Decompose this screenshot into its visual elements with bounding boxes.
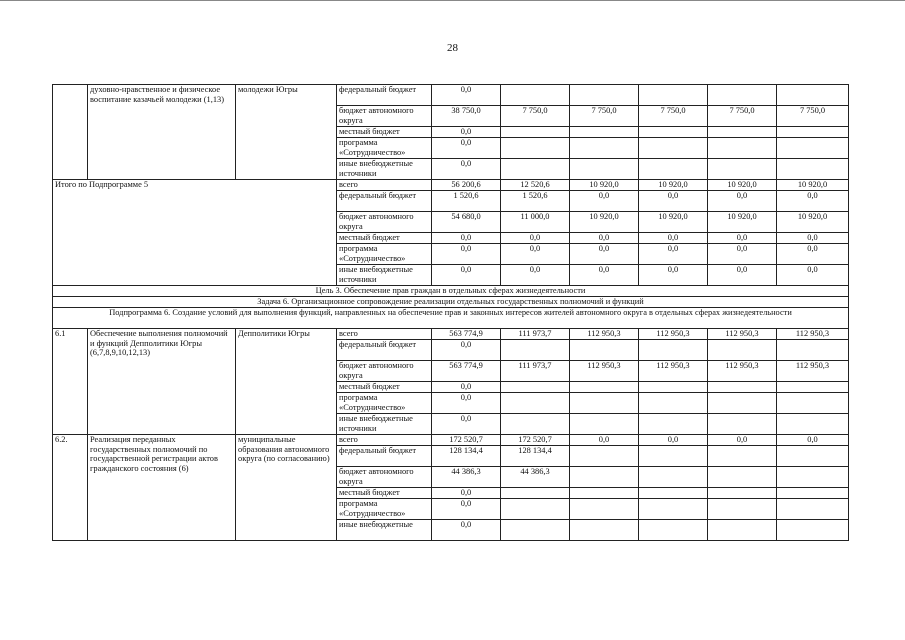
funding-source: иные внебюджетные источники — [337, 414, 432, 435]
value-cell — [708, 488, 777, 499]
value-cell: 111 973,7 — [501, 361, 570, 382]
item-number: 6.2. — [53, 435, 88, 541]
value-cell — [639, 414, 708, 435]
funding-source: иные внебюджетные источники — [337, 159, 432, 180]
value-cell: 0,0 — [639, 435, 708, 446]
value-cell: 0,0 — [708, 265, 777, 286]
value-cell: 112 950,3 — [639, 329, 708, 340]
value-cell — [777, 159, 849, 180]
funding-source: бюджет автономного округа — [337, 106, 432, 127]
table-body — [53, 85, 849, 541]
value-cell — [570, 499, 639, 520]
value-cell: 44 386,3 — [432, 467, 501, 488]
funding-source: местный бюджет — [337, 488, 432, 499]
value-cell: 38 750,0 — [432, 106, 501, 127]
value-cell: 0,0 — [639, 244, 708, 265]
subtotal-label: Итого по Подпрограмме 5 — [53, 180, 337, 286]
value-cell — [501, 85, 570, 106]
value-cell — [639, 488, 708, 499]
scan-edge — [0, 0, 905, 7]
value-cell — [639, 85, 708, 106]
value-cell: 0,0 — [432, 499, 501, 520]
value-cell: 0,0 — [777, 244, 849, 265]
value-cell — [501, 138, 570, 159]
value-cell — [777, 340, 849, 361]
value-cell — [639, 446, 708, 467]
value-cell: 0,0 — [432, 340, 501, 361]
value-cell: 0,0 — [432, 265, 501, 286]
value-cell: 0,0 — [432, 159, 501, 180]
value-cell: 0,0 — [570, 265, 639, 286]
value-cell: 0,0 — [708, 244, 777, 265]
value-cell — [501, 414, 570, 435]
subprogram-heading: Подпрограмма 6. Создание условий для выполнения функций, направленных на обеспечение прав и законных интересов жителей автономного округа в отдельных сферах жизнедеятельности — [53, 308, 849, 329]
value-cell — [501, 159, 570, 180]
value-cell: 0,0 — [432, 233, 501, 244]
value-cell: 11 000,0 — [501, 212, 570, 233]
task-heading: Задача 6. Организационное сопровождение реализации отдельных государственных полномочий и функций — [53, 297, 849, 308]
value-cell — [639, 520, 708, 541]
value-cell: 563 774,9 — [432, 329, 501, 340]
value-cell — [570, 488, 639, 499]
funding-source: федеральный бюджет — [337, 340, 432, 361]
value-cell: 172 520,7 — [432, 435, 501, 446]
value-cell — [570, 159, 639, 180]
value-cell — [570, 520, 639, 541]
value-cell: 0,0 — [432, 414, 501, 435]
value-cell — [777, 446, 849, 467]
value-cell: 7 750,0 — [708, 106, 777, 127]
item-name: духовно-нравственное и физическое воспитание казачьей молодежи (1,13) — [88, 85, 236, 180]
value-cell: 10 920,0 — [708, 180, 777, 191]
value-cell: 10 920,0 — [639, 212, 708, 233]
value-cell: 10 920,0 — [570, 180, 639, 191]
value-cell: 0,0 — [432, 138, 501, 159]
table-row — [53, 180, 849, 191]
value-cell: 0,0 — [432, 244, 501, 265]
value-cell — [501, 393, 570, 414]
value-cell: 0,0 — [639, 233, 708, 244]
value-cell — [501, 127, 570, 138]
value-cell: 0,0 — [432, 393, 501, 414]
value-cell: 0,0 — [777, 233, 849, 244]
item-name: Обеспечение выполнения полномочий и функций Депполитики Югры (6,7,8,9,10,12,13) — [88, 329, 236, 435]
funding-source: местный бюджет — [337, 233, 432, 244]
value-cell — [639, 138, 708, 159]
value-cell — [501, 499, 570, 520]
value-cell: 0,0 — [777, 435, 849, 446]
value-cell — [777, 467, 849, 488]
item-number: 6.1 — [53, 329, 88, 435]
value-cell — [708, 127, 777, 138]
value-cell — [777, 414, 849, 435]
value-cell: 111 973,7 — [501, 329, 570, 340]
value-cell — [639, 499, 708, 520]
value-cell: 10 920,0 — [777, 212, 849, 233]
funding-source: федеральный бюджет — [337, 446, 432, 467]
item-executor: Депполитики Югры — [236, 329, 337, 435]
value-cell: 0,0 — [639, 191, 708, 212]
value-cell: 0,0 — [570, 435, 639, 446]
value-cell — [708, 393, 777, 414]
value-cell — [570, 393, 639, 414]
value-cell: 12 520,6 — [501, 180, 570, 191]
funding-source: программа «Сотрудничество» — [337, 393, 432, 414]
value-cell — [708, 446, 777, 467]
value-cell: 0,0 — [432, 382, 501, 393]
value-cell: 0,0 — [708, 435, 777, 446]
value-cell: 7 750,0 — [639, 106, 708, 127]
value-cell — [639, 127, 708, 138]
value-cell: 563 774,9 — [432, 361, 501, 382]
budget-table — [52, 84, 849, 541]
value-cell: 0,0 — [570, 233, 639, 244]
value-cell: 0,0 — [639, 265, 708, 286]
value-cell: 112 950,3 — [639, 361, 708, 382]
item-number — [53, 85, 88, 180]
funding-source: бюджет автономного округа — [337, 212, 432, 233]
value-cell — [708, 499, 777, 520]
goal-heading: Цель 3. Обеспечение прав граждан в отдельных сферах жизнедеятельности — [53, 286, 849, 297]
table-row — [53, 329, 849, 340]
funding-source: программа «Сотрудничество» — [337, 499, 432, 520]
item-name: Реализация переданных государственных полномочий по государственной регистрации актов гражданского состояния (6) — [88, 435, 236, 541]
value-cell: 10 920,0 — [777, 180, 849, 191]
funding-source: программа «Сотрудничество» — [337, 244, 432, 265]
value-cell: 112 950,3 — [708, 361, 777, 382]
value-cell — [501, 382, 570, 393]
value-cell: 0,0 — [777, 191, 849, 212]
value-cell — [777, 127, 849, 138]
funding-source: иные внебюджетные источники — [337, 265, 432, 286]
funding-source: всего — [337, 180, 432, 191]
value-cell — [639, 159, 708, 180]
value-cell — [777, 499, 849, 520]
funding-source: местный бюджет — [337, 382, 432, 393]
value-cell — [570, 446, 639, 467]
subprogram-heading-row — [53, 308, 849, 329]
value-cell: 56 200,6 — [432, 180, 501, 191]
value-cell: 7 750,0 — [501, 106, 570, 127]
funding-source: местный бюджет — [337, 127, 432, 138]
value-cell: 112 950,3 — [708, 329, 777, 340]
value-cell — [639, 467, 708, 488]
value-cell: 0,0 — [501, 265, 570, 286]
value-cell — [708, 382, 777, 393]
value-cell: 54 680,0 — [432, 212, 501, 233]
value-cell — [501, 520, 570, 541]
funding-source: бюджет автономного округа — [337, 361, 432, 382]
value-cell — [708, 138, 777, 159]
value-cell: 0,0 — [432, 85, 501, 106]
value-cell: 0,0 — [777, 265, 849, 286]
value-cell — [708, 85, 777, 106]
value-cell: 0,0 — [501, 233, 570, 244]
value-cell: 0,0 — [570, 191, 639, 212]
value-cell: 128 134,4 — [501, 446, 570, 467]
value-cell — [708, 340, 777, 361]
value-cell: 0,0 — [432, 520, 501, 541]
value-cell: 112 950,3 — [777, 329, 849, 340]
value-cell — [570, 382, 639, 393]
value-cell: 1 520,6 — [501, 191, 570, 212]
funding-source: всего — [337, 435, 432, 446]
value-cell: 112 950,3 — [570, 329, 639, 340]
value-cell: 0,0 — [501, 244, 570, 265]
value-cell — [777, 488, 849, 499]
table-row — [53, 435, 849, 446]
value-cell: 10 920,0 — [639, 180, 708, 191]
value-cell: 0,0 — [708, 233, 777, 244]
value-cell — [777, 138, 849, 159]
value-cell — [639, 340, 708, 361]
goal-heading-row — [53, 286, 849, 297]
value-cell: 0,0 — [708, 191, 777, 212]
value-cell — [639, 382, 708, 393]
value-cell — [777, 382, 849, 393]
funding-source: всего — [337, 329, 432, 340]
value-cell — [777, 85, 849, 106]
value-cell — [570, 138, 639, 159]
value-cell — [501, 488, 570, 499]
value-cell — [570, 414, 639, 435]
value-cell — [570, 127, 639, 138]
value-cell: 172 520,7 — [501, 435, 570, 446]
item-executor: муниципальные образования автономного округа (по согласованию) — [236, 435, 337, 541]
funding-source: федеральный бюджет — [337, 85, 432, 106]
page-number: 28 — [447, 42, 458, 54]
value-cell — [639, 393, 708, 414]
funding-source: бюджет автономного округа — [337, 467, 432, 488]
value-cell — [777, 520, 849, 541]
value-cell: 44 386,3 — [501, 467, 570, 488]
task-heading-row — [53, 297, 849, 308]
value-cell — [570, 85, 639, 106]
value-cell — [708, 520, 777, 541]
value-cell: 1 520,6 — [432, 191, 501, 212]
funding-source: федеральный бюджет — [337, 191, 432, 212]
funding-source: иные внебюджетные — [337, 520, 432, 541]
value-cell — [777, 393, 849, 414]
value-cell: 7 750,0 — [570, 106, 639, 127]
value-cell — [570, 340, 639, 361]
value-cell: 112 950,3 — [777, 361, 849, 382]
funding-source: программа «Сотрудничество» — [337, 138, 432, 159]
value-cell — [501, 340, 570, 361]
value-cell: 10 920,0 — [708, 212, 777, 233]
item-executor: молодежи Югры — [236, 85, 337, 180]
value-cell — [708, 159, 777, 180]
value-cell: 0,0 — [432, 127, 501, 138]
value-cell — [570, 467, 639, 488]
value-cell: 112 950,3 — [570, 361, 639, 382]
table-row — [53, 85, 849, 106]
value-cell: 0,0 — [570, 244, 639, 265]
value-cell: 7 750,0 — [777, 106, 849, 127]
value-cell: 128 134,4 — [432, 446, 501, 467]
value-cell: 0,0 — [432, 488, 501, 499]
value-cell — [708, 467, 777, 488]
value-cell: 10 920,0 — [570, 212, 639, 233]
value-cell — [708, 414, 777, 435]
